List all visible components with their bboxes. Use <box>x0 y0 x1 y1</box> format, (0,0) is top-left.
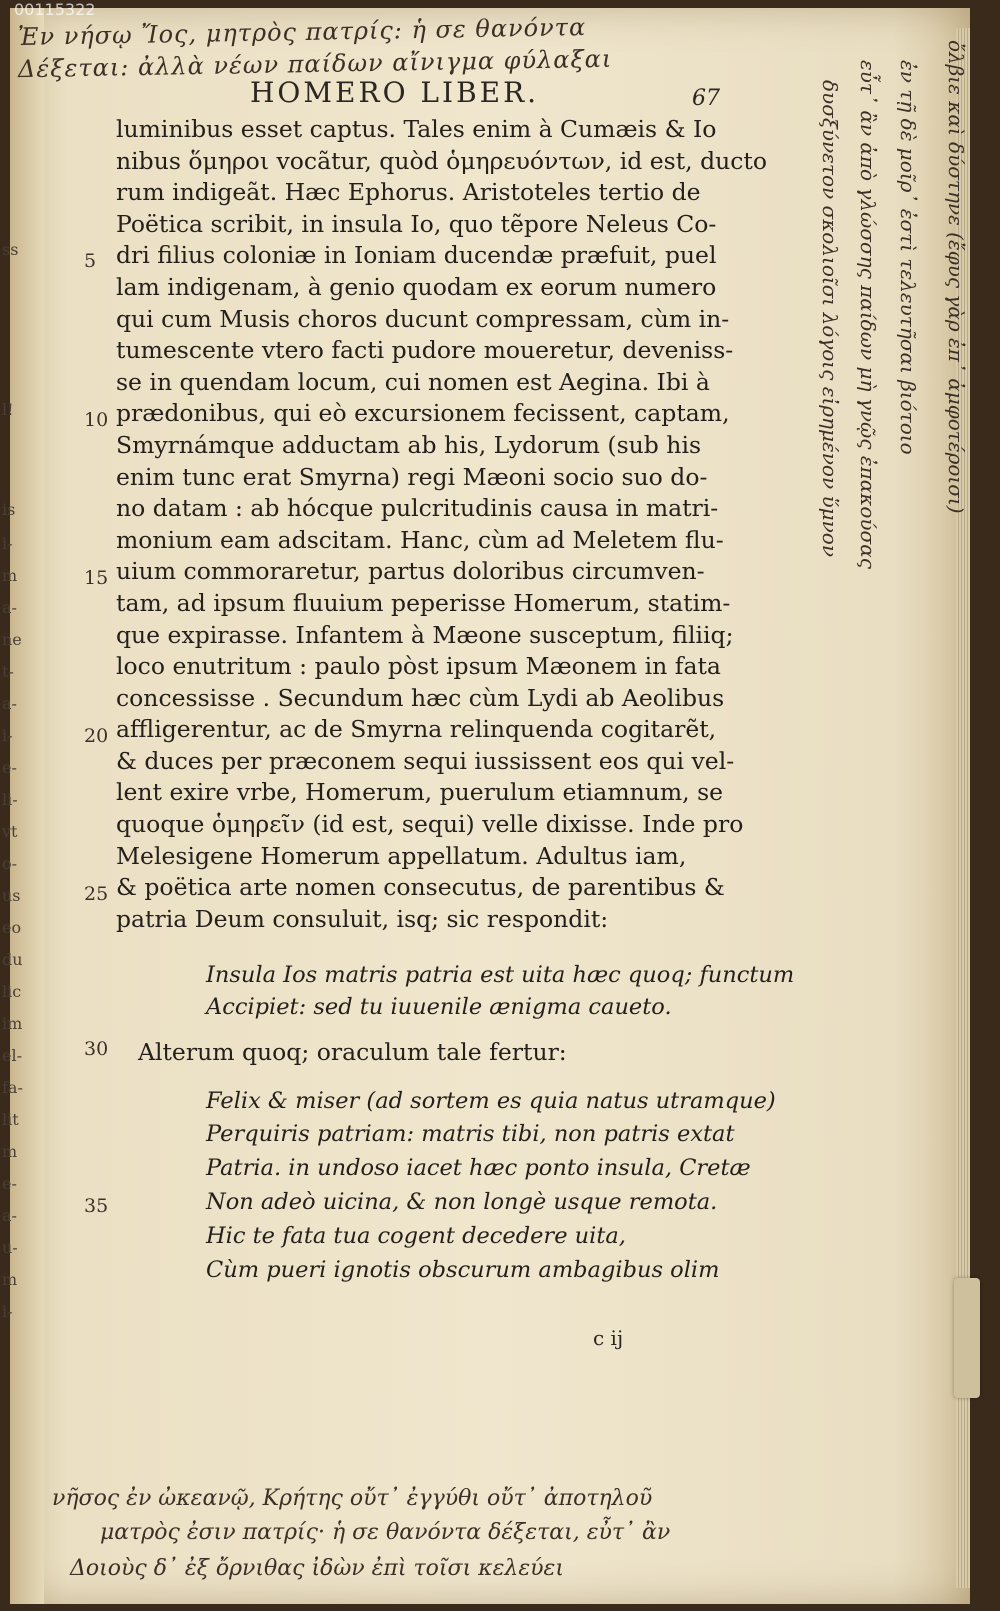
margin-fragment: e- <box>2 758 17 777</box>
text-line: & poëtica arte nomen consecutus, de parentibus & <box>116 873 725 902</box>
scan-stamp: 00115322 <box>14 0 96 19</box>
text-line: lam indigenam, à genio quodam ex eorum numero <box>116 272 717 301</box>
margin-fragment: a- <box>2 598 17 617</box>
margin-fragment: m <box>2 1270 18 1289</box>
text-line: que expirasse. Infantem à Mæone susceptum, filiiq; <box>116 620 734 649</box>
margin-fragment: e- <box>2 1174 17 1193</box>
text-line: se in quendam locum, cui nomen est Aegina. Ibi à <box>116 367 710 396</box>
oracle-verse: Hic te fata tua cogent decedere uita, <box>206 1223 626 1249</box>
oracle-verse: Accipiet: sed tu iuuenile ænigma caueto. <box>206 994 672 1020</box>
text-line: rum indigeãt. Hæc Ephorus. Aristoteles tertio de <box>116 178 701 207</box>
line-number: 5 <box>84 250 97 272</box>
margin-fragment: a- <box>2 1206 17 1225</box>
text-line: quoque ὁμηρεῖν (id est, sequi) velle dixisse. Inde pro <box>116 810 744 839</box>
text-line: nibus ὅμηροι vocãtur, quòd ὁμηρευόντων, id est, ducto <box>116 146 768 175</box>
marginal-note-bottom-2: ματρὸς ἐσιν πατρίς· ἡ σε θανόντα δέξεται, εὖτ᾽ ἂν <box>100 1520 671 1545</box>
margin-fragment: o- <box>2 854 18 873</box>
margin-fragment: ss <box>2 240 19 259</box>
margin-fragment: vt <box>2 822 18 841</box>
page-tab <box>954 1278 980 1398</box>
margin-fragment: im <box>2 1014 23 1033</box>
oracle-intro: Alterum quoq; oraculum tale fertur: <box>138 1038 567 1066</box>
text-line: Poëtica scribit, in insula Io, quo tẽpore Neleus Co- <box>116 209 717 238</box>
text-line: affligerentur, ac de Smyrna relinquenda cogitarẽt, <box>116 715 717 744</box>
margin-fragment: t- <box>2 662 14 681</box>
margin-fragment: lit <box>2 1110 19 1129</box>
oracle-verse: Non adeò uicina, & non longè usque remota. <box>206 1189 718 1215</box>
oracle-verse: Cùm pueri ignotis obscurum ambagibus olim <box>206 1257 720 1283</box>
line-number: 10 <box>84 409 109 431</box>
folio-number: 67 <box>692 86 720 111</box>
text-line: monium eam adscitam. Hanc, cùm ad Meletem flu- <box>116 525 724 554</box>
margin-fragment: a- <box>2 694 17 713</box>
margin-fragment: li- <box>2 790 18 809</box>
text-line: uium commoraretur, partus doloribus circumven- <box>116 557 705 586</box>
margin-fragment: i- <box>2 1302 13 1321</box>
text-line: prædonibus, qui eò excursionem fecissent, captam, <box>116 399 730 428</box>
margin-fragment: us <box>2 886 21 905</box>
line-number: 35 <box>84 1195 109 1217</box>
text-line: tumescente vtero facti pudore moueretur, deveniss- <box>116 336 734 365</box>
marginal-note-right-2: ἐν τῇ δὲ μοῖρ᾽ ἐστὶ τελευτῆσαι βιότοιο <box>896 60 920 455</box>
text-line: dri filius coloniæ in Ioniam ducendæ præfuit, puel <box>116 241 717 270</box>
text-line: qui cum Musis choros ducunt compressam, cùm in- <box>116 304 730 333</box>
text-line: patria Deum consuluit, isq; sic respondit: <box>116 904 609 933</box>
oracle-verse: Perquiris patriam: matris tibi, non patris extat <box>206 1121 735 1147</box>
line-number: 20 <box>84 725 109 747</box>
marginal-note-top-2: Δέξεται: ἀλλὰ νέων παίδων αἴνιγμα φύλαξαι <box>17 44 613 84</box>
oracle-verse: Insula Ios matris patria est uita hæc quoq; functum <box>206 962 795 988</box>
line-number: 30 <box>84 1038 109 1060</box>
margin-fragment: eo <box>2 918 22 937</box>
margin-fragment: i- <box>2 534 13 553</box>
signature-mark: c ij <box>593 1326 624 1350</box>
marginal-note-right-1: ὄλβιε καὶ δύστηνε (ἔφυς γὰρ ἐπ᾽ ἀμφοτέροισι) <box>944 40 968 514</box>
text-line: lent exire vrbe, Homerum, puerulum etiamnum, se <box>116 778 724 807</box>
line-number: 15 <box>84 567 109 589</box>
marginal-note-right-4: δυσξύνετον σκολιοῖσι λόγοις εἰρημένον ὕμνον <box>818 80 842 557</box>
margin-fragment: m <box>2 1142 18 1161</box>
margin-fragment: l! <box>2 400 14 419</box>
line-number: 25 <box>84 883 109 905</box>
margin-fragment: lic <box>2 982 22 1001</box>
margin-fragment: du <box>2 950 23 969</box>
text-line: loco enutritum : paulo pòst ipsum Mæonem in fata <box>116 652 721 681</box>
text-line: Smyrnámque adductam ab his, Lydorum (sub his <box>116 430 702 459</box>
marginal-note-right-3: εὖτ᾽ ἂν ἀπὸ γλώσσης παίδων μὴ γνῷς ἐπακούσας <box>856 60 880 569</box>
margin-fragment: u- <box>2 1238 18 1257</box>
text-line: enim tunc erat Smyrna) regi Mæoni socio suo do- <box>116 462 708 491</box>
text-line: tam, ad ipsum fluuium peperisse Homerum, statim- <box>116 588 731 617</box>
text-line: concessisse . Secundum hæc cùm Lydi ab Aeolibus <box>116 683 725 712</box>
marginal-note-top-1: Ἐν νήσῳ Ἴος, μητρὸς πατρίς: ἡ σε θανόντα <box>17 13 587 51</box>
marginal-note-bottom-1: νῆσος ἐν ὠκεανῷ, Κρήτης οὔτ᾽ ἐγγύθι οὔτ᾽ ἀποτηλοῦ <box>52 1486 653 1511</box>
text-line: luminibus esset captus. Tales enim à Cumæis & Io <box>116 115 717 143</box>
text-line: no datam : ab hócque pulcritudinis causa in matri- <box>116 494 719 523</box>
margin-fragment: m <box>2 566 18 585</box>
margin-fragment: ne <box>2 630 22 649</box>
marginal-note-bottom-3: Δοιοὺς δ᾽ ἐξ ὄρνιθας ἰδὼν ἐπὶ τοῖσι κελεύει <box>70 1556 564 1581</box>
margin-fragment: i- <box>2 726 13 745</box>
running-head: HOMERO LIBER. <box>250 76 540 109</box>
text-line: & duces per præconem sequi iussissent eos qui vel- <box>116 746 735 775</box>
text-line: Melesigene Homerum appellatum. Adultus iam, <box>116 841 687 870</box>
oracle-verse: Felix & miser (ad sortem es quia natus utramque) <box>206 1088 776 1114</box>
margin-fragment: is <box>2 500 16 519</box>
oracle-verse: Patria. in undoso iacet hæc ponto insula, Cretæ <box>206 1155 751 1181</box>
margin-fragment: el- <box>2 1046 22 1065</box>
margin-fragment: fa- <box>2 1078 23 1097</box>
main-text-block <box>116 114 768 935</box>
